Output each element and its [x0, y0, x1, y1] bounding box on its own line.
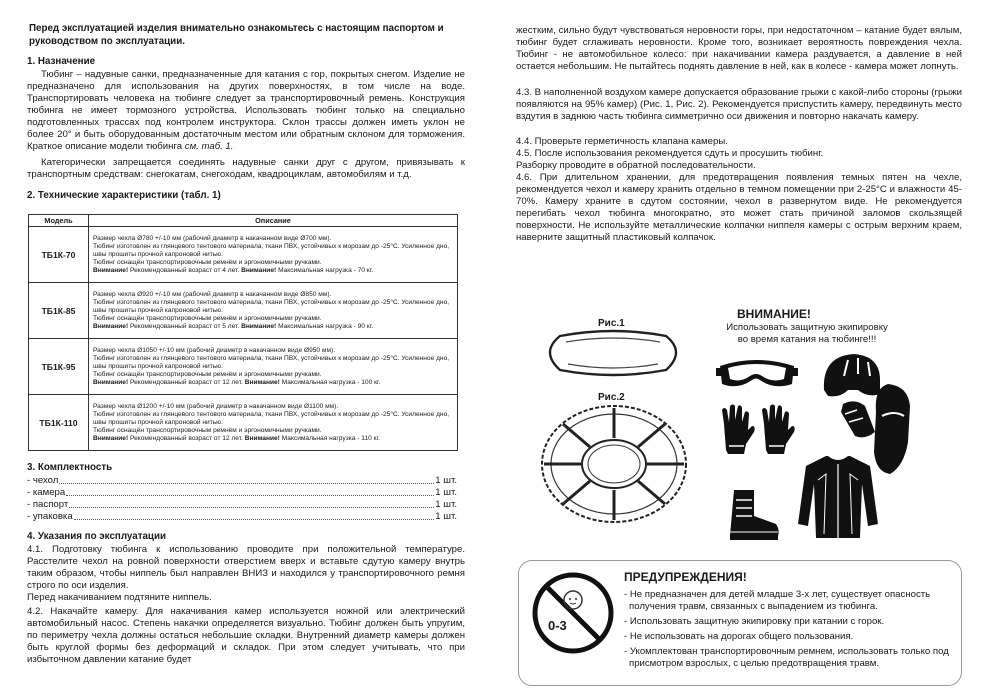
section-1-text: Тюбинг – надувные санки, предназначенные для катания с гор, покрытых снегом. Изделие не предназначено для использования на других поверхностях, в том числе на воде. Транспортировать человека на тюбинге следует за транспортировочный ремень. Конструкция тюбинга не имеет тормозного устройства. Использовать тюбинг только на специально подготовленных трассах под контролем инструктора. Склон трассы должен иметь уклон не более 20° и быть оборудованным достаточным местом или обратным склоном для торможения. Краткое описание модели тюбинга см. таб. 1.	[27, 69, 465, 152]
section-4-p5b: Разборку проводите в обратной последовательности.	[516, 160, 756, 171]
section-4-p3: 4.3. В наполненной воздухом камере допускается образование грыжи с какой-либо стороны (грыжи появляются на 95% камер) (Рис. 1, Рис. 2). Рекомендуется приспустить камеру, передвинуть место вздутия в заднюю часть тюбинга симметрично оси движения и повторно накачать камеру.	[516, 87, 962, 122]
model-cell: ТБ1К-110	[29, 395, 89, 451]
section-4-p6: 4.6. При длительном хранении, для предотвращения появления темных пятен на чехле, рекомендуется чехол и камеру хранить отдельно в темном помещении при 2-25°С и влажности 45-70%. Камеру храните в сдутом состоянии, чехол в развернутом виде. Не рекомендуется перегибать чехол тюбинга многократно, это может стать причиной заломов скользящей поверхности. Не используйте металлические колпачки ниппеля камеры с острым верхним краем, наверните защитный пластиковый колпачок.	[516, 172, 962, 243]
section-4-p1b: Перед накачиванием подтяните ниппель.	[27, 592, 212, 603]
list-item: - Не предназначен для детей младше 3-х лет, существует опасность получения травм, связанных с выпадением из тюбинга.	[624, 589, 931, 612]
attention-text: Использовать защитную экипировку во время катания на тюбинге!!!	[726, 322, 888, 345]
intro-heading: Перед эксплуатацией изделия внимательно ознакомьтесь с настоящим паспортом и руководством по эксплуатации.	[29, 23, 444, 47]
column-header-model: Модель	[29, 215, 89, 227]
description-cell: Размер чехла Ø780 +/-10 мм (рабочий диаметр в накачанном виде Ø700 мм). Тюбинг изготовлен из глянцевого тентового материала, ткани ПВХ, устойчивых к морозам до -25°С. Усиленное дно, швы прошиты прочной капроновой нитью. Тюбинг оснащён транспортировочным ремнём и эргономичными ручками. Внимание! Рекомендованный возраст от 4 лет. Внимание! Максимальная нагрузка - 70 кг.	[89, 227, 458, 283]
table-row	[29, 227, 458, 283]
section-4-p2: 4.2. Накачайте камеру. Для накачивания камер используется ножной или электрический автомобильный насос. Степень накачки определяется визуально. Тюбинг должен быть упругим, по периметру чехла должны остаться небольшие складки. Внутренний диаметр камеры должен быть круглой формы без деформаций и складок. При этом следует учитывать, что при избыточном давлении катание будет	[27, 606, 465, 665]
column-header-description: Описание	[89, 215, 458, 227]
age-restriction-icon	[530, 570, 616, 656]
list-item: - камера 1 шт.	[27, 487, 457, 498]
model-cell: ТБ1К-95	[29, 339, 89, 395]
list-item: - паспорт 1 шт.	[27, 499, 457, 510]
thermal-shirt-icon	[796, 454, 880, 542]
section-4-p2-continued: жестким, сильно будут чувствоваться неровности горы, при недостаточном – катание будет вялым, тюбинг будет сглаживать неровности. Кроме того, возникает вероятность повреждения чехла. Тюбинг - не автомобильное колесо: при накачивании камера раздувается, а давление в ней остается небольшим. Не пытайтесь поднять давление в ней, как в колесе - камера может лопнуть.	[516, 25, 962, 72]
description-cell: Размер чехла Ø1200 +/-10 мм (рабочий диаметр в накачанном виде Ø1100 мм). Тюбинг изготовлен из глянцевого тентового материала, ткани ПВХ, устойчивых к морозам до -25°С. Усиленное дно, швы прошиты прочной капроновой нитью. Тюбинг оснащён транспортировочным ремнём и эргономичными ручками. Внимание! Рекомендованный возраст от 12 лет. Внимание! Максимальная нагрузка - 110 кг.	[89, 395, 458, 451]
section-4-p4: 4.4. Проверьте герметичность клапана камеры.	[516, 136, 728, 147]
table-header-row	[29, 215, 458, 227]
list-item: - чехол 1 шт.	[27, 475, 457, 486]
section-3-title: 3. Комплектность	[27, 462, 113, 473]
tube-top-figure	[538, 402, 690, 526]
warnings-list	[624, 589, 954, 670]
table-row	[29, 283, 458, 339]
table-row	[29, 395, 458, 451]
section-4-p1: 4.1. Подготовку тюбинга к использованию проводите при положительной температуре. Расстелите чехол на ровной поверхности отверстием вверх и вставьте сдутую камеру внутрь таким образом, чтобы ниппель был направлен ВНИЗ и находился у транспортировочного ремня строго по оси изделия.	[27, 544, 465, 591]
list-item: - Укомплектован транспортировочным ремнем, использовать только под присмотром взрослых, с целью предотвращения травм.	[624, 646, 949, 669]
attention-title: ВНИМАНИЕ!	[737, 307, 811, 321]
boots-icon	[722, 486, 782, 542]
model-cell: ТБ1К-85	[29, 283, 89, 339]
gloves-icon	[718, 402, 804, 454]
description-cell: Размер чехла Ø920 +/-10 мм (рабочий диаметр в накачанном виде Ø850 мм). Тюбинг изготовлен из глянцевого тентового материала, ткани ПВХ, устойчивых к морозам до -25°С. Усиленное дно, швы прошиты прочной капроновой нитью. Тюбинг оснащён транспортировочным ремнём и эргономичными ручками. Внимание! Рекомендованный возраст от 5 лет. Внимание! Максимальная нагрузка - 90 кг.	[89, 283, 458, 339]
list-item: - упаковка 1 шт.	[27, 511, 457, 522]
model-cell: ТБ1К-70	[29, 227, 89, 283]
goggles-icon	[716, 350, 798, 392]
warnings-title: ПРЕДУПРЕЖДЕНИЯ!	[624, 570, 747, 584]
table-row	[29, 339, 458, 395]
figure-1-caption: Рис.1	[598, 318, 625, 329]
section-1-title: 1. Назначение	[27, 56, 96, 67]
spec-table	[28, 214, 458, 451]
age-badge: 0-3	[548, 618, 567, 633]
tube-side-figure	[538, 328, 688, 380]
list-item: - Не использовать на дорогах общего пользования.	[624, 631, 854, 642]
figure-2-caption: Рис.2	[598, 392, 625, 403]
kit-list	[27, 475, 457, 523]
section-2-title: 2. Технические характеристики (табл. 1)	[27, 190, 221, 201]
section-4-title: 4. Указания по эксплуатации	[27, 531, 167, 542]
description-cell: Размер чехла Ø1050 +/-10 мм (рабочий диаметр в накачанном виде Ø950 мм). Тюбинг изготовлен из глянцевого тентового материала, ткани ПВХ, устойчивых к морозам до -25°С. Усиленное дно, швы прошиты прочной капроновой нитью. Тюбинг оснащён транспортировочным ремнём и эргономичными ручками. Внимание! Рекомендованный возраст от 12 лет. Внимание! Максимальная нагрузка - 100 кг.	[89, 339, 458, 395]
section-4-p5: 4.5. После использования рекомендуется сдуть и просушить тюбинг.	[516, 148, 824, 159]
list-item: - Использовать защитную экипировку при катании с горок.	[624, 616, 885, 627]
section-1-text-2: Категорически запрещается соединять надувные санки друг с другом, привязывать к транспортным средствам: снегокатам, снегоходам, квадроциклам, автомобилям и т.д.	[27, 157, 465, 180]
